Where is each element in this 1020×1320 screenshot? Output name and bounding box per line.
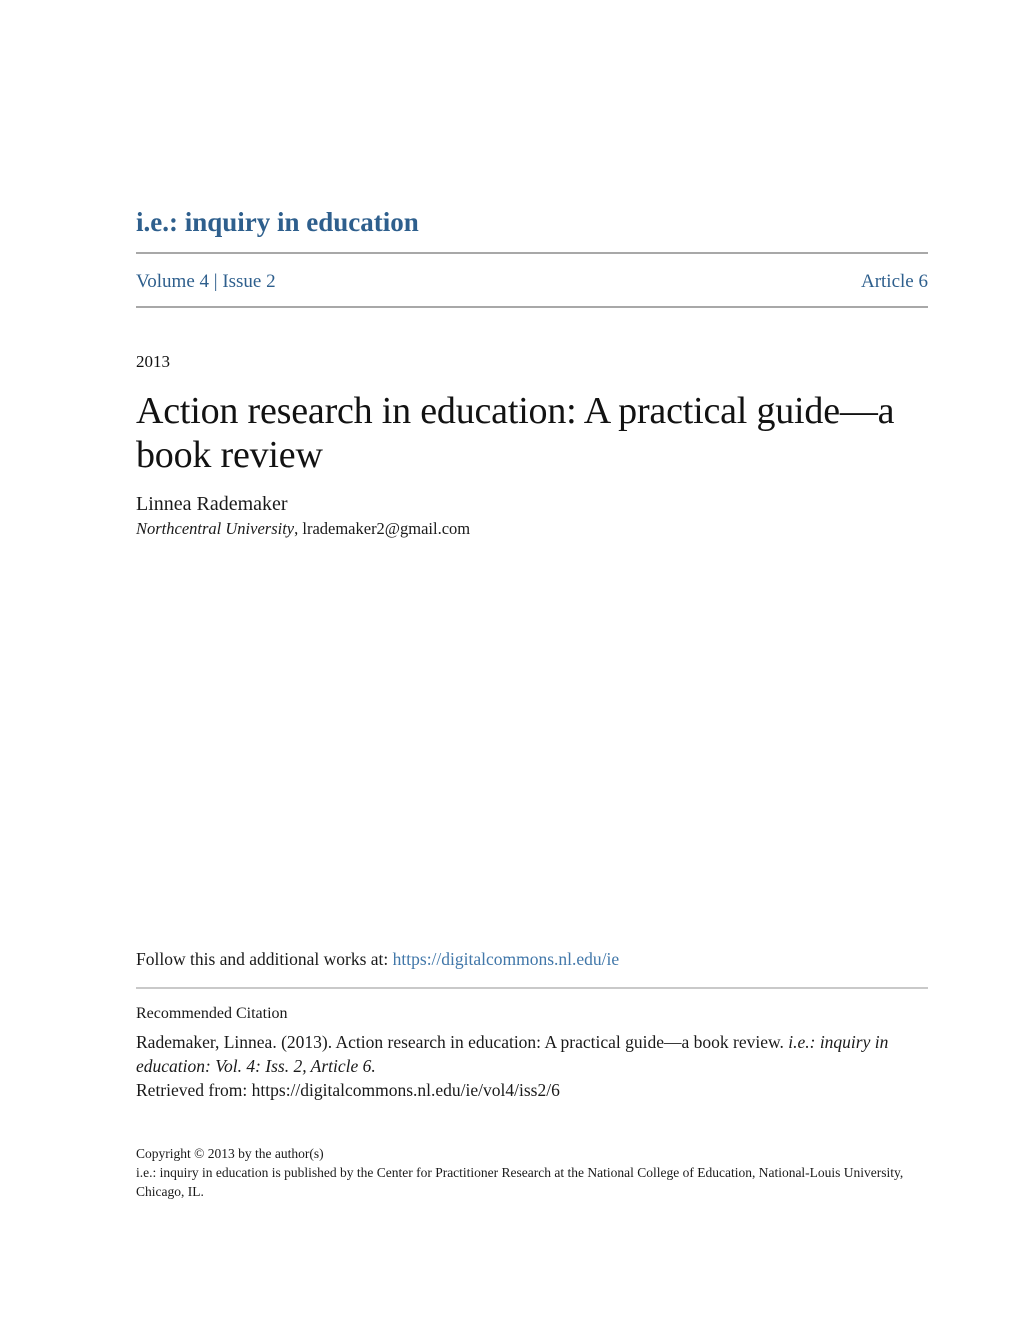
- author-email: , lrademaker2@gmail.com: [294, 519, 471, 538]
- volume-issue-row: [136, 254, 928, 306]
- article-title: Action research in education: A practical guide—a book review: [136, 390, 895, 476]
- publication-year: 2013: [136, 352, 170, 371]
- journal-title-link[interactable]: i.e.: inquiry in education: [136, 207, 419, 237]
- citation-roman-part: Rademaker, Linnea. (2013). Action research in education: A practical guide—a book review.: [136, 1032, 789, 1052]
- article-number-label: Article 6: [860, 271, 928, 292]
- publisher-statement: i.e.: inquiry in education is published by the Center for Practitioner Research at the National College of Education, National-Louis University, Chicago, IL.: [136, 1165, 904, 1199]
- recommended-citation-heading: Recommended Citation: [136, 1005, 288, 1022]
- follow-works-line: [136, 947, 928, 971]
- affiliation-institution: Northcentral University: [136, 519, 295, 538]
- follow-works-link[interactable]: https://digitalcommons.nl.edu/ie: [392, 949, 620, 969]
- retrieved-from-url: https://digitalcommons.nl.edu/ie/vol4/iss2/6: [251, 1080, 560, 1100]
- volume-issue-label: Volume 4 | Issue 2: [136, 271, 276, 292]
- author-name: Linnea Rademaker: [136, 493, 288, 515]
- citation-divider-rule: [136, 987, 928, 989]
- header-rule-bottom: [136, 306, 928, 308]
- retrieved-from-text: Retrieved from:: [136, 1080, 252, 1100]
- copyright-line: Copyright © 2013 by the author(s): [136, 1146, 324, 1161]
- citation-italic-part: i.e.: inquiry in education: Vol. 4: Iss. 2, Article 6.: [136, 1032, 889, 1076]
- follow-works-text: Follow this and additional works at:: [136, 949, 393, 969]
- page-content: [136, 0, 928, 1201]
- retrieved-from-line: [136, 1078, 928, 1102]
- author-affiliation-line: [136, 519, 928, 539]
- citation-text: [136, 1030, 928, 1078]
- footer: [136, 1144, 928, 1201]
